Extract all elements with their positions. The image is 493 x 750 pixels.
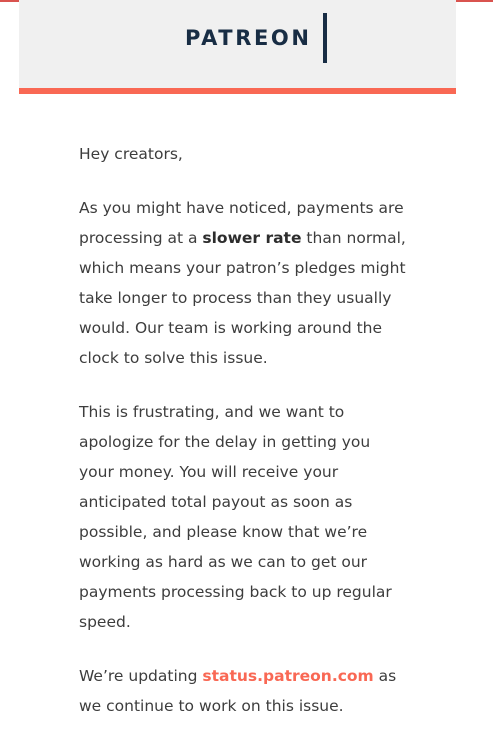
paragraph-payments-slow [79,193,409,373]
patreon-logo-text: PATREON [185,26,312,50]
paragraph-text: We’re updating [79,667,203,685]
emphasis-slower-rate: slower rate [202,229,302,247]
status-page-link[interactable]: status.patreon.com [202,667,374,685]
paragraph-text: As you might have noticed, payments are processing at a [79,199,404,247]
paragraph-text: than normal, which means your patron’s pledges might take longer to process than they usually would. Our team is working around the clock to solve this issue. [79,229,406,367]
paragraph-status-update [79,661,409,721]
paragraph-apology: This is frustrating, and we want to apologize for the delay in getting you your money. You will receive your anticipated total payout as soon as possible, and please know that we’re working as hard as we can to get our payments processing back to up regular speed. [79,403,392,631]
patreon-logo-bar [323,13,327,63]
email-body [79,139,409,745]
paragraph-text: as we continue to work on this issue. [79,667,397,715]
greeting: Hey creators, [79,145,183,163]
email-header [19,0,456,88]
accent-bar [19,88,456,94]
